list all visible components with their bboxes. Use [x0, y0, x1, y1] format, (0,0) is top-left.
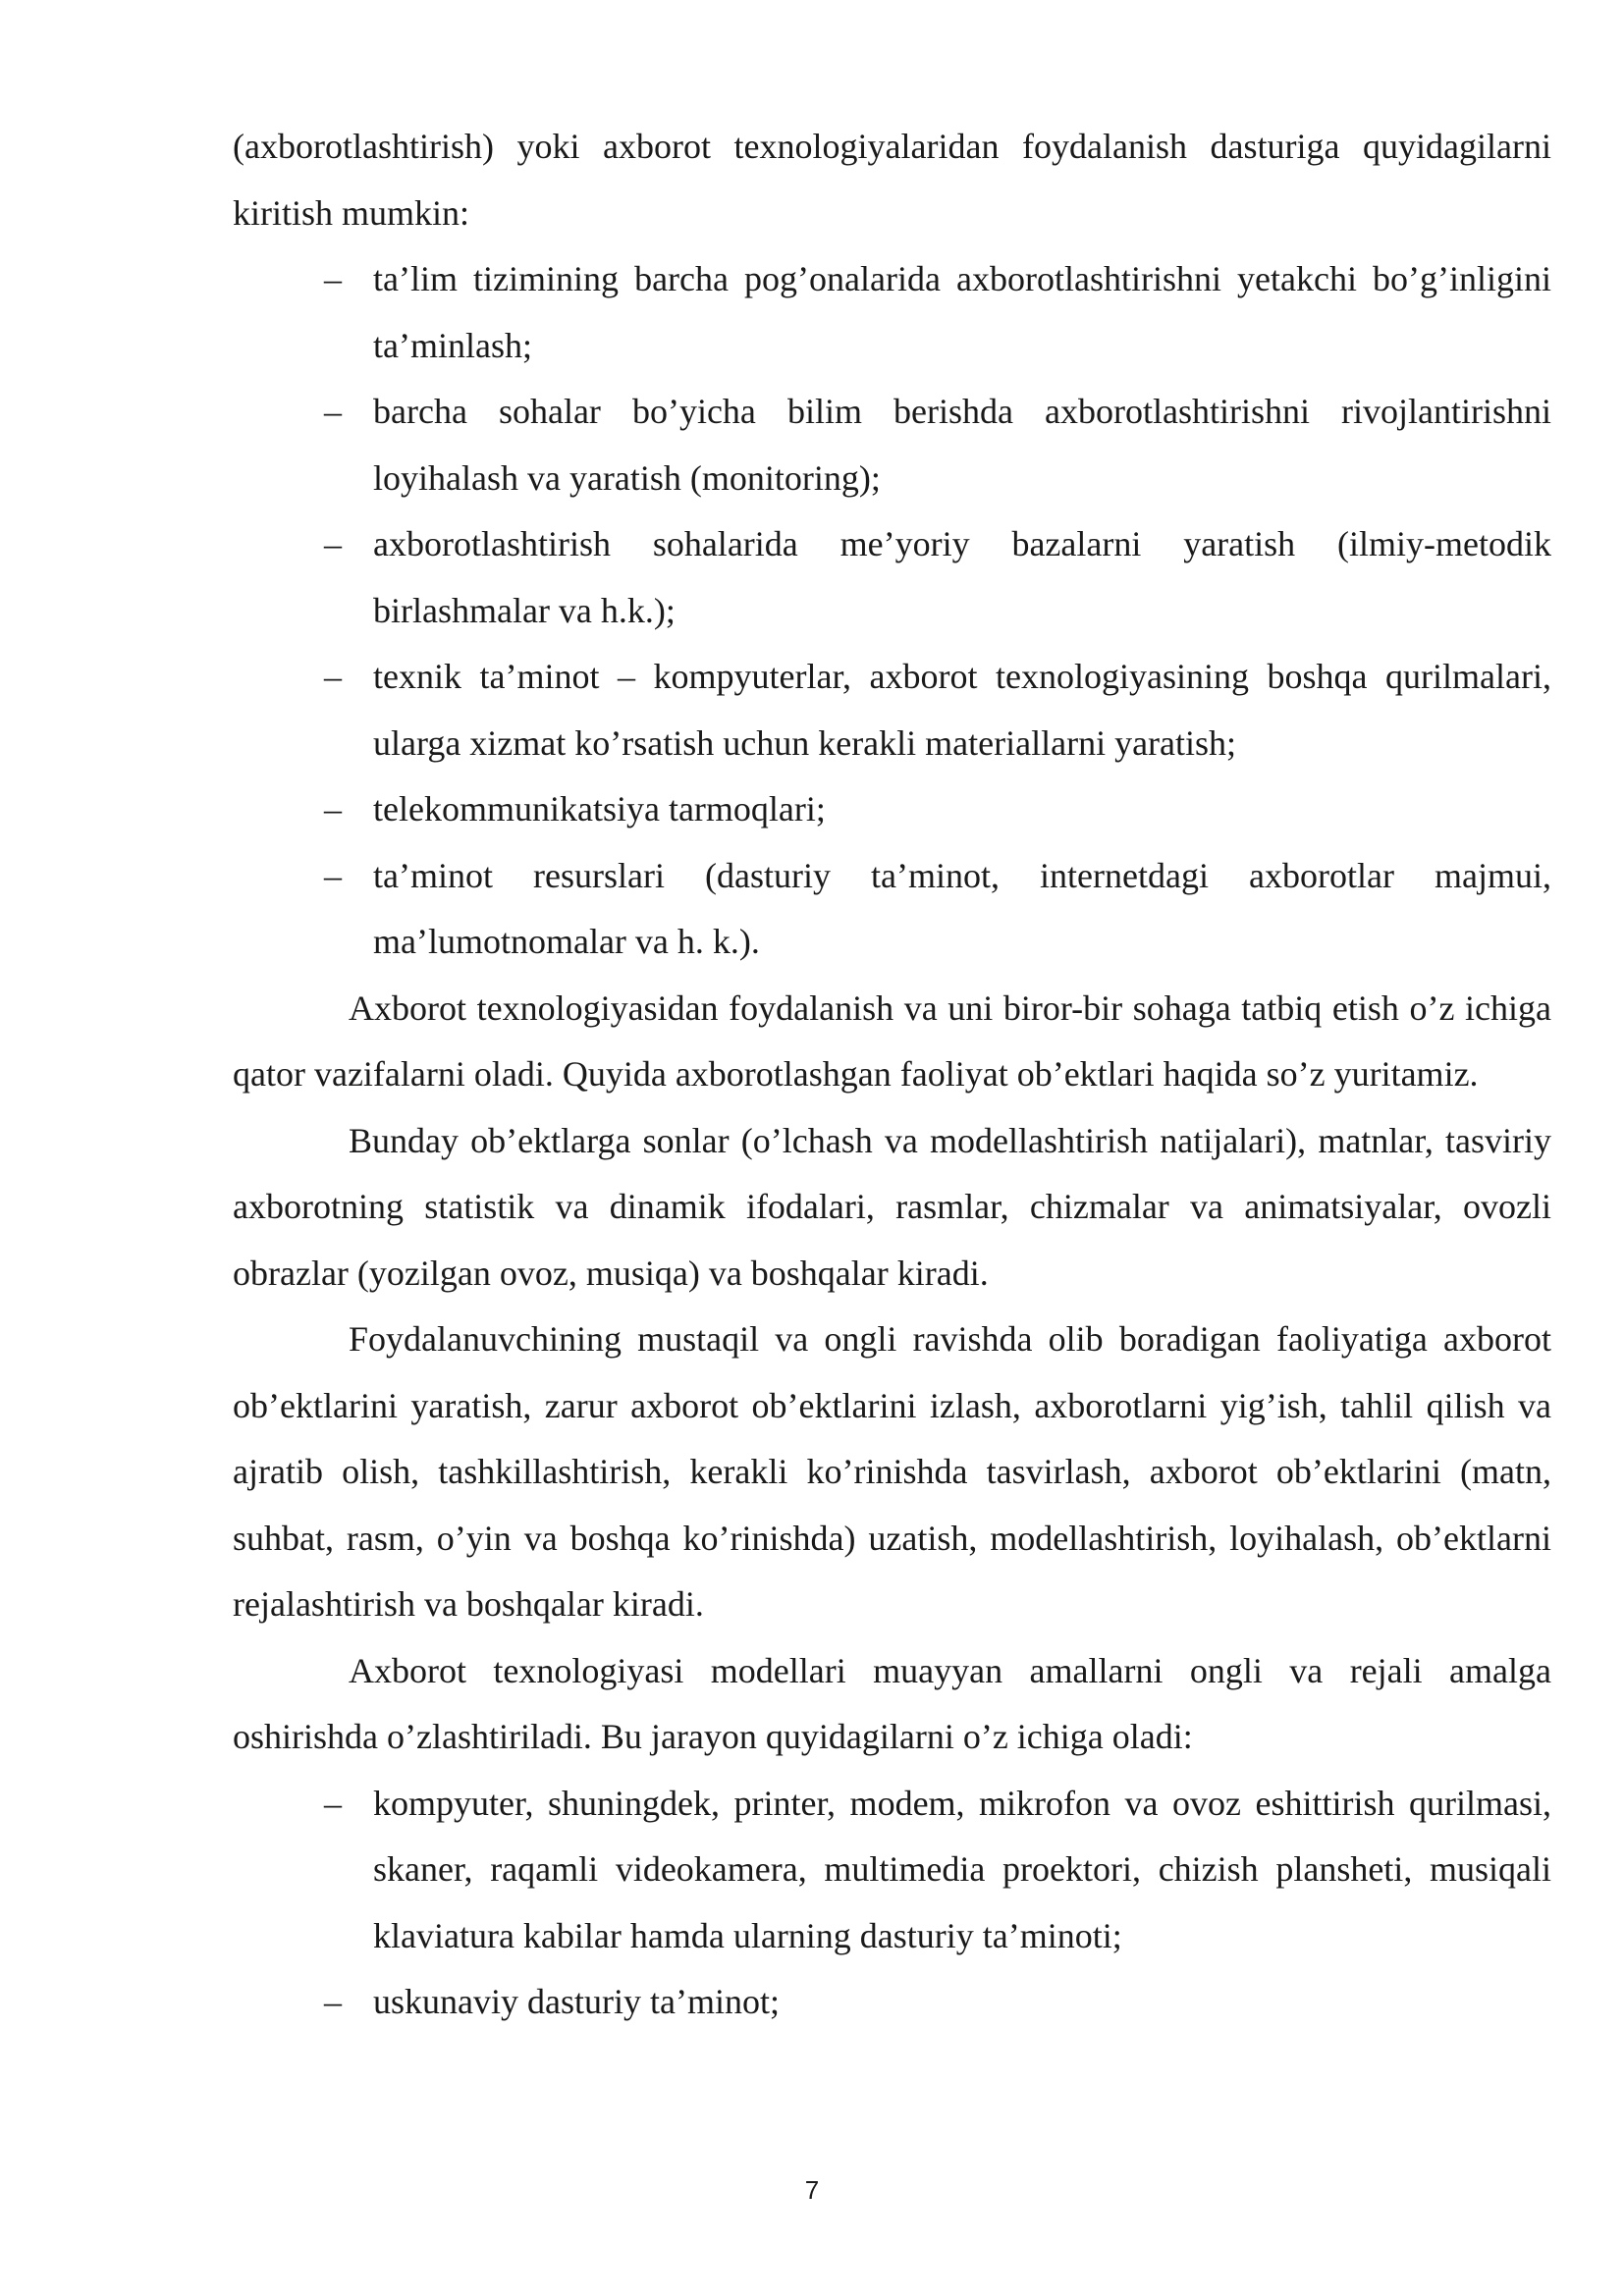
dash-bullet: –: [324, 855, 342, 895]
list-item-text: ta’lim tizimining barcha pog’onalarida axborotlashtirishni yetakchi bo’g’inligini ta’minlash;: [373, 259, 1551, 365]
list-item: [233, 776, 1551, 843]
page-number: 7: [804, 2175, 820, 2205]
list-item: [233, 1969, 1551, 2036]
dash-bullet: –: [324, 657, 342, 696]
dash-bullet: –: [324, 789, 342, 828]
dash-bullet: –: [324, 392, 342, 431]
paragraph-continuation: (axborotlashtirish) yoki axborot texnologiyalaridan foydalanish dasturiga quyidagilarni kiritish mumkin:: [233, 127, 1551, 233]
list-item: [233, 511, 1551, 644]
list-item: [233, 644, 1551, 776]
list-item: [233, 379, 1551, 511]
list-item-text: ta’minot resurslari (dasturiy ta’minot, internetdagi axborotlar majmui, ma’lumotnomalar va h. k.).: [373, 855, 1551, 961]
bullet-list-process-items: [233, 1771, 1551, 2036]
dash-bullet: –: [324, 524, 342, 563]
page-body: [233, 114, 1551, 2036]
paragraph: Foydalanuvchining mustaqil va ongli ravishda olib boradigan faoliyatiga axborot ob’ektlarini yaratish, zarur axborot ob’ektlarini izlash, axborotlarni yig’ish, tahlil qilish va ajratib olish, tashkillashtirish, kerakli ko’rinishda tasvirlash, axborot ob’ektlarini (matn, suhbat, rasm, o’yin va boshqa ko’rinishda) uzatish, modellashtirish, loyihalash, ob’ektlarni rejalashtirish va boshqalar kiradi.: [233, 1319, 1551, 1624]
dash-bullet: –: [324, 1982, 342, 2021]
list-item-text: axborotlashtirish sohalarida me’yoriy bazalarni yaratish (ilmiy-metodik birlashmalar va h.k.);: [373, 524, 1551, 630]
paragraph: Axborot texnologiyasidan foydalanish va uni biror-bir sohaga tatbiq etish o’z ichiga qator vazifalarni oladi. Quyida axborotlashgan faoliyat ob’ektlari haqida so’z yuritamiz.: [233, 988, 1551, 1094]
list-item-text: telekommunikatsiya tarmoqlari;: [373, 789, 826, 828]
dash-bullet: –: [324, 259, 342, 298]
list-item: [233, 246, 1551, 379]
list-item-text: kompyuter, shuningdek, printer, modem, mikrofon va ovoz eshittirish qurilmasi, skaner, raqamli videokamera, multimedia proektori, chizish plansheti, musiqali klaviatura kabilar hamda ularning dasturiy ta’minoti;: [373, 1783, 1551, 1955]
dash-bullet: –: [324, 1783, 342, 1823]
bullet-list-program-items: [233, 246, 1551, 976]
list-item: [233, 843, 1551, 976]
list-item: [233, 1771, 1551, 1970]
list-item-text: texnik ta’minot – kompyuterlar, axborot texnologiyasining boshqa qurilmalari, ularga xizmat ko’rsatish uchun kerakli materiallarni yaratish;: [373, 657, 1551, 763]
list-item-text: barcha sohalar bo’yicha bilim berishda axborotlashtirishni rivojlantirishni loyihalash va yaratish (monitoring);: [373, 392, 1551, 498]
paragraph: Bunday ob’ektlarga sonlar (o’lchash va modellashtirish natijalari), matnlar, tasviriy axborotning statistik va dinamik ifodalari, rasmlar, chizmalar va animatsiyalar, ovozli obrazlar (yozilgan ovoz, musiqa) va boshqalar kiradi.: [233, 1120, 1551, 1293]
paragraph: Axborot texnologiyasi modellari muayyan amallarni ongli va rejali amalga oshirishda o’zlashtiriladi. Bu jarayon quyidagilarni o’z ichiga oladi:: [233, 1650, 1551, 1756]
list-item-text: uskunaviy dasturiy ta’minot;: [373, 1982, 780, 2021]
